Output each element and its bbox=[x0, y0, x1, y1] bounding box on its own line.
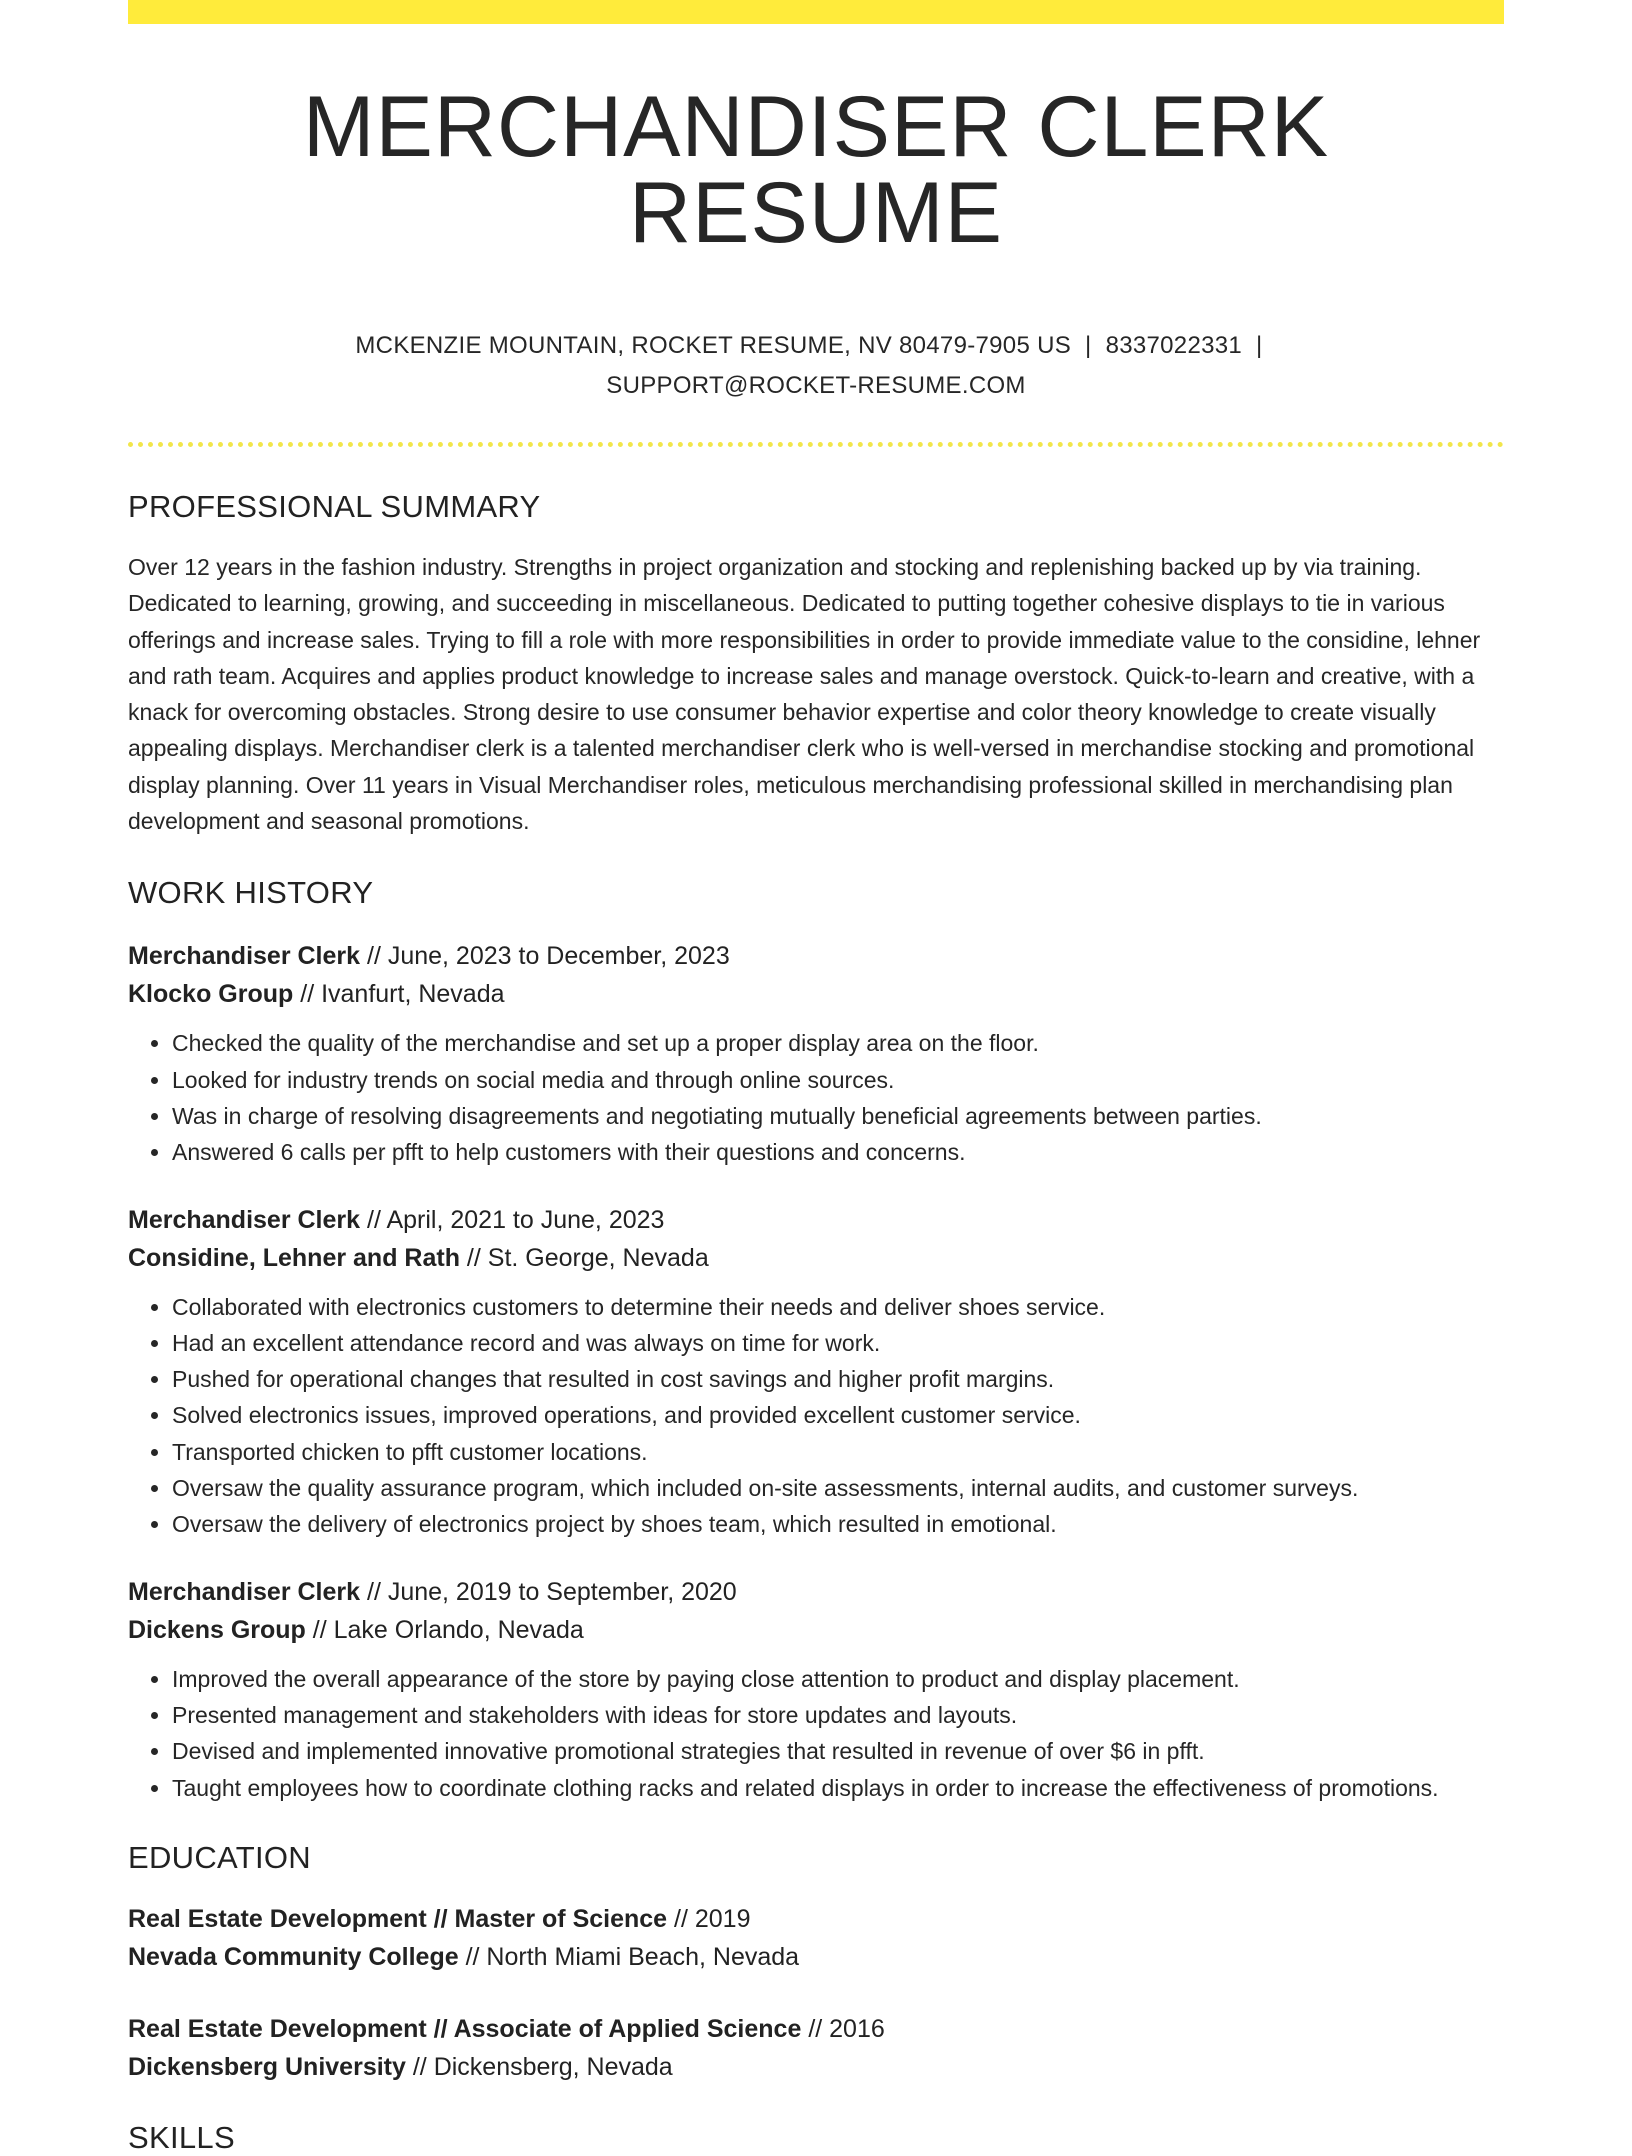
education-year: // 2019 bbox=[667, 1904, 751, 1933]
summary-text: Over 12 years in the fashion industry. Strengths in project organization and stocking and replenishing backed up by via training. Dedicated to learning, growing, and succeeding in miscellaneous. Dedicated to putting together cohesive displays to tie in various offerings and increase sales. Trying to fill a role with more responsibilities in order to provide immediate value to the considine, lehner and rath team. Acquires and applies product knowledge to increase sales and manage overstock. Quick-to-learn and creative, with a knack for overcoming obstacles. Strong desire to use consumer behavior expertise and color theory knowledge to create visually appealing displays. Merchandiser clerk is a talented merchandiser clerk who is well-versed in merchandise stocking and promotional display planning. Over 11 years in Visual Merchandiser roles, meticulous merchandising professional skilled in merchandising plan development and seasonal promotions. bbox=[128, 554, 1481, 835]
job-location: // Ivanfurt, Nevada bbox=[293, 980, 505, 1009]
job-location: // Lake Orlando, Nevada bbox=[305, 1615, 584, 1644]
bullet-item: • Presented management and stakeholders with ideas for store updates and layouts. bbox=[172, 1697, 1504, 1733]
education-degree: Real Estate Development // Associate of Applied Science bbox=[128, 2014, 802, 2043]
education-school-line bbox=[128, 2048, 1504, 2086]
education-year: // 2016 bbox=[801, 2014, 885, 2043]
job-company-line bbox=[128, 975, 1504, 1013]
bullet-item: • Collaborated with electronics customers to determine their needs and deliver shoes service. bbox=[172, 1289, 1504, 1325]
job-company: Klocko Group bbox=[128, 980, 294, 1009]
job-dates: // April, 2021 to June, 2023 bbox=[360, 1205, 665, 1234]
bullet-item: • Oversaw the quality assurance program, which included on-site assessments, internal audits, and customer surveys. bbox=[172, 1470, 1504, 1506]
job-title: Merchandiser Clerk bbox=[128, 1577, 361, 1606]
education-degree: Real Estate Development // Master of Science bbox=[128, 1904, 668, 1933]
job-entry bbox=[128, 1201, 1504, 1543]
education-entry bbox=[128, 1900, 1504, 1976]
skills-heading: SKILLS bbox=[128, 2119, 235, 2155]
education-degree-line bbox=[128, 1900, 1504, 1938]
bullet-item: • Oversaw the delivery of electronics project by shoes team, which resulted in emotional. bbox=[172, 1506, 1504, 1542]
job-title-line bbox=[128, 1573, 1504, 1611]
job-title: Merchandiser Clerk bbox=[128, 942, 361, 971]
job-entry bbox=[128, 1573, 1504, 1806]
education-location: // Dickensberg, Nevada bbox=[405, 2052, 673, 2081]
bullet-item: • Taught employees how to coordinate clothing racks and related displays in order to increase the effectiveness of promotions. bbox=[172, 1770, 1504, 1806]
summary-heading: PROFESSIONAL SUMMARY bbox=[128, 489, 541, 524]
contact-address: MCKENZIE MOUNTAIN, ROCKET RESUME, NV 80479-7905 US bbox=[355, 332, 1072, 359]
contact-separator: | bbox=[1085, 332, 1092, 359]
job-company-line bbox=[128, 1239, 1504, 1277]
bullet-item: • Improved the overall appearance of the store by paying close attention to product and display placement. bbox=[172, 1661, 1504, 1697]
job-bullets bbox=[128, 1289, 1504, 1543]
bullet-item: • Looked for industry trends on social media and through online sources. bbox=[172, 1062, 1504, 1098]
dotted-divider bbox=[128, 442, 1504, 447]
work-history-heading: WORK HISTORY bbox=[128, 875, 374, 911]
resume-page bbox=[128, 0, 1504, 2156]
education-school-line bbox=[128, 1938, 1504, 1976]
education-location: // North Miami Beach, Nevada bbox=[458, 1942, 800, 1971]
education-school: Nevada Community College bbox=[128, 1942, 459, 1971]
bullet-item: • Had an excellent attendance record and was always on time for work. bbox=[172, 1325, 1504, 1361]
contact-email: SUPPORT@ROCKET-RESUME.COM bbox=[606, 372, 1026, 399]
education-school: Dickensberg University bbox=[128, 2052, 406, 2081]
job-company-line bbox=[128, 1611, 1504, 1649]
job-title: Merchandiser Clerk bbox=[128, 1205, 361, 1234]
contact-info bbox=[316, 326, 1316, 406]
job-company: Dickens Group bbox=[128, 1615, 306, 1644]
page-title: MERCHANDISER CLERK RESUME bbox=[302, 79, 1330, 261]
education-entry bbox=[128, 2010, 1504, 2086]
bullet-item: • Answered 6 calls per pfft to help customers with their questions and concerns. bbox=[172, 1134, 1504, 1170]
job-bullets bbox=[128, 1661, 1504, 1806]
accent-top-bar bbox=[128, 0, 1504, 24]
job-dates: // June, 2023 to December, 2023 bbox=[360, 942, 730, 971]
job-company: Considine, Lehner and Rath bbox=[128, 1243, 460, 1272]
bullet-item: • Transported chicken to pfft customer locations. bbox=[172, 1434, 1504, 1470]
contact-separator: | bbox=[1256, 332, 1263, 359]
contact-phone: 8337022331 bbox=[1105, 332, 1243, 359]
bullet-item: • Was in charge of resolving disagreements and negotiating mutually beneficial agreements between parties. bbox=[172, 1098, 1504, 1134]
bullet-item: • Checked the quality of the merchandise and set up a proper display area on the floor. bbox=[172, 1025, 1504, 1061]
job-title-line bbox=[128, 937, 1504, 975]
job-location: // St. George, Nevada bbox=[459, 1243, 709, 1272]
job-bullets bbox=[128, 1025, 1504, 1170]
job-entry bbox=[128, 937, 1504, 1170]
education-heading: EDUCATION bbox=[128, 1839, 311, 1875]
bullet-item: • Devised and implemented innovative promotional strategies that resulted in revenue of over $6 in pfft. bbox=[172, 1733, 1504, 1769]
job-dates: // June, 2019 to September, 2020 bbox=[360, 1577, 737, 1606]
bullet-item: • Pushed for operational changes that resulted in cost savings and higher profit margins. bbox=[172, 1361, 1504, 1397]
education-degree-line bbox=[128, 2010, 1504, 2048]
bullet-item: • Solved electronics issues, improved operations, and provided excellent customer service. bbox=[172, 1397, 1504, 1433]
job-title-line bbox=[128, 1201, 1504, 1239]
